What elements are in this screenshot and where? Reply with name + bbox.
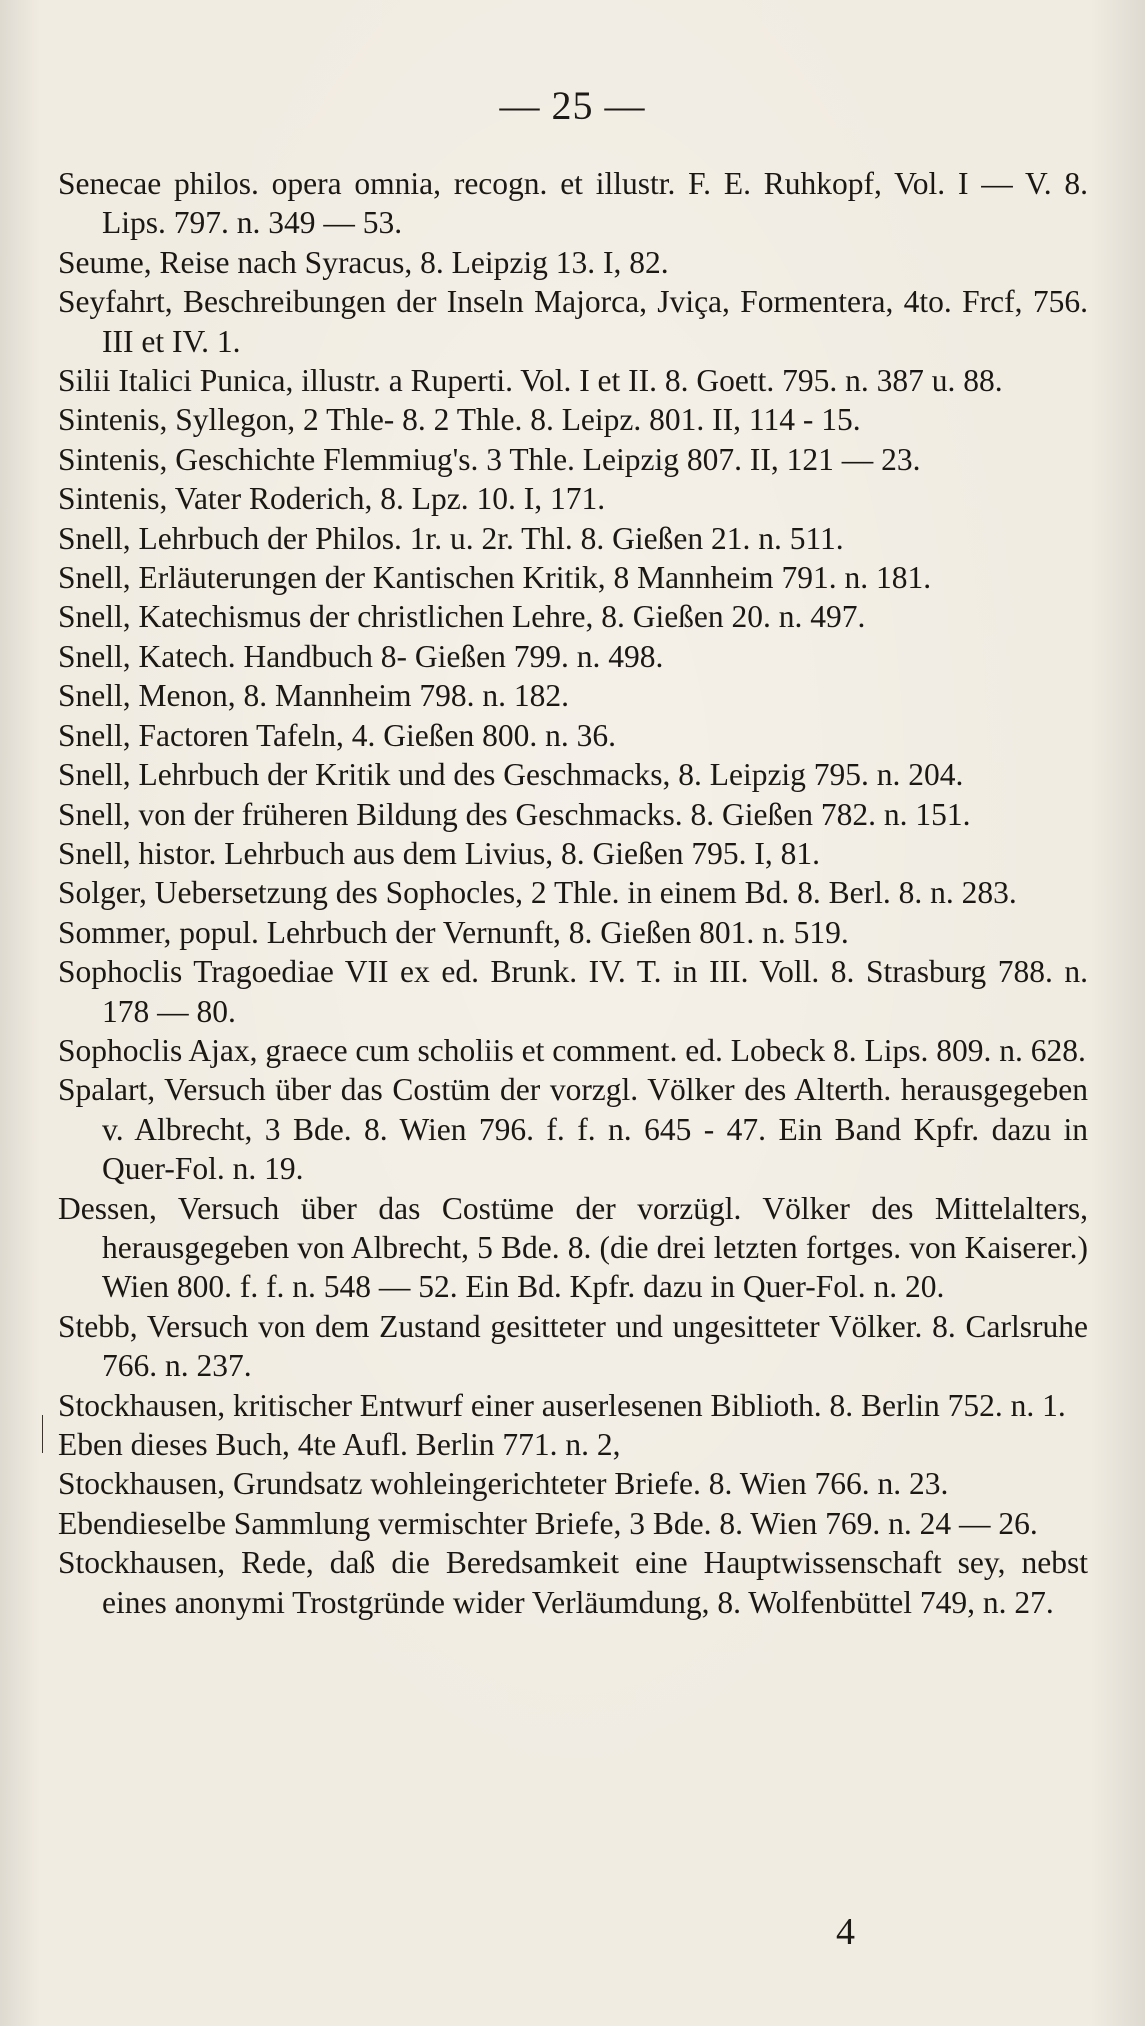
bibliography-entry: Snell, Katechismus der christlichen Lehre, 8. Gießen 20. n. 497. bbox=[58, 599, 866, 635]
bibliography-entry: Snell, Factoren Tafeln, 4. Gießen 800. n. 36. bbox=[58, 717, 616, 753]
bibliography-entry: Solger, Uebersetzung des Sophocles, 2 Thle. in einem Bd. 8. Berl. 8. n. 283. bbox=[58, 875, 1017, 911]
bibliography-entry: Spalart, Versuch über das Costüm der vorzgl. Völker des Alterth. herausgegeben v. Albrecht, 3 Bde. 8. Wien 796. f. f. n. 645 - 47. Ein Band Kpfr. dazu in Quer-Fol. n. 19. bbox=[58, 1072, 1088, 1187]
bibliography-entry: Silii Italici Punica, illustr. a Ruperti. Vol. I et II. 8. Goett. 795. n. 387 u. 88. bbox=[58, 363, 1003, 399]
bibliography-entry: Stockhausen, kritischer Entwurf einer auserlesenen Biblioth. 8. Berlin 752. n. 1. bbox=[58, 1387, 1066, 1423]
page-number: — 25 — bbox=[499, 83, 646, 128]
bibliography-entry: Snell, Erläuterungen der Kantischen Kritik, 8 Mannheim 791. n. 181. bbox=[58, 560, 932, 596]
bibliography-entry: Snell, von der früheren Bildung des Geschmacks. 8. Gießen 782. n. 151. bbox=[58, 796, 971, 832]
bibliography-entry: Ebendieselbe Sammlung vermischter Briefe, 3 Bde. 8. Wien 769. n. 24 — 26. bbox=[58, 1505, 1038, 1541]
bibliography-entry: Eben dieses Buch, 4te Aufl. Berlin 771. n. 2, bbox=[58, 1427, 621, 1462]
bibliography-entry: Sophoclis Ajax, graece cum scholiis et comment. ed. Lobeck 8. Lips. 809. n. 628. bbox=[58, 1032, 1086, 1068]
bibliography-entry: Sintenis, Geschichte Flemmiug's. 3 Thle. Leipzig 807. II, 121 — 23. bbox=[58, 441, 921, 477]
bibliography-entry: Sophoclis Tragoediae VII ex ed. Brunk. IV. T. in III. Voll. 8. Strasburg 788. n. 178 — 80. bbox=[58, 954, 1088, 1029]
binding-thread-mark bbox=[42, 1415, 43, 1453]
bibliography-entry: Seyfahrt, Beschreibungen der Inseln Majorca, Jviça, Formentera, 4to. Frcf, 756. III et IV. 1. bbox=[58, 284, 1088, 359]
bibliography-entry: Stockhausen, Grundsatz wohleingerichteter Briefe. 8. Wien 766. n. 23. bbox=[58, 1466, 949, 1502]
bibliography-entry: Stockhausen, Rede, daß die Beredsamkeit eine Hauptwissenschaft sey, nebst eines anonymi Trostgründe wider Verläumdung, 8. Wolfenbüttel 749, n. 27. bbox=[58, 1545, 1088, 1620]
bibliography-entry: Snell, Lehrbuch der Philos. 1r. u. 2r. Thl. 8. Gießen 21. n. 511. bbox=[58, 520, 844, 556]
bibliography-entry: Stebb, Versuch von dem Zustand gesitteter und ungesitteter Völker. 8. Carlsruhe 766. n. 237. bbox=[58, 1308, 1088, 1384]
bibliography-entry: Snell, Menon, 8. Mannheim 798. n. 182. bbox=[58, 678, 569, 714]
bibliography-entry: Snell, Katech. Handbuch 8- Gießen 799. n. 498. bbox=[58, 638, 664, 674]
bibliography-entry: Sintenis, Syllegon, 2 Thle- 8. 2 Thle. 8. Leipz. 801. II, 114 - 15. bbox=[58, 402, 861, 438]
bibliography-list bbox=[58, 164, 1088, 1622]
bibliography-entry: Dessen, Versuch über das Costüme der vorzügl. Völker des Mittelalters, herausgegeben von Albrecht, 5 Bde. 8. (die drei letzten fortges. von Kaiserer.) Wien 800. f. f. n. 548 — 52. Ein Bd. Kpfr. dazu in Quer-Fol. n. 20. bbox=[58, 1190, 1088, 1305]
bibliography-entry: Snell, Lehrbuch der Kritik und des Geschmacks, 8. Leipzig 795. n. 204. bbox=[58, 757, 964, 793]
bibliography-entry: Senecae philos. opera omnia, recogn. et illustr. F. E. Ruhkopf, Vol. I — V. 8. Lips. 797. n. 349 — 53. bbox=[58, 166, 1088, 241]
bibliography-entry: Sintenis, Vater Roderich, 8. Lpz. 10. I, 171. bbox=[58, 481, 606, 517]
signature-mark: 4 bbox=[836, 1911, 855, 1953]
bibliography-entry: Seume, Reise nach Syracus, 8. Leipzig 13. I, 82. bbox=[58, 244, 669, 280]
bibliography-entry: Sommer, popul. Lehrbuch der Vernunft, 8. Gießen 801. n. 519. bbox=[58, 914, 849, 950]
bibliography-entry: Snell, histor. Lehrbuch aus dem Livius, 8. Gießen 795. I, 81. bbox=[58, 835, 821, 871]
